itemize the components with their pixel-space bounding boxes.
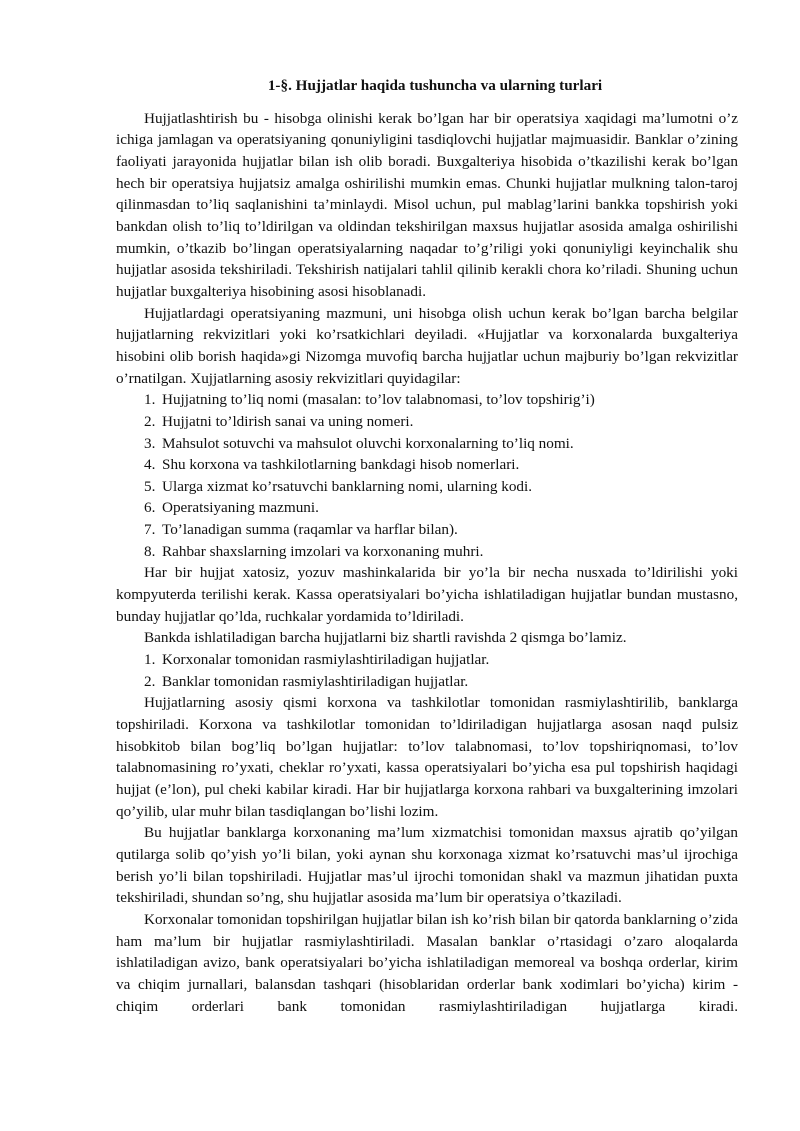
list-item-number: 8.	[144, 542, 156, 560]
list-item-number: 1.	[144, 651, 156, 669]
list-item-text: Shu korxona va tashkilotlarning bankdagi hisob nomerlari.	[162, 456, 520, 474]
list-item	[144, 433, 738, 455]
list-item-number: 5.	[144, 477, 156, 495]
list-item-number: 3.	[144, 434, 156, 452]
list-item-number: 2.	[144, 412, 156, 430]
paragraph-document-submission: Bu hujjatlar banklarga korxonaning ma’lum xizmatchisi tomonidan maxsus ajratib qo’yilgan qutilarga solib qo’yish yo’li bilan, yoki aynan shu korxonaga xizmat ko’rsatuvchi mas’ul ijrochiga berish yo’li bilan topshiriladi. Hujjatlar mas’ul ijrochi tomonidan shakl va mazmun jihatidan puxta tekshiriladi, shundan so’ng, shu hujjatlar asosida ma’lum bir operatsiya o’tkaziladi.	[116, 824, 738, 907]
list-item-number: 1.	[144, 391, 156, 409]
paragraph-document-parts-intro: Bankda ishlatiladigan barcha hujjatlarni biz shartli ravishda 2 qismga bo’lamiz.	[144, 629, 627, 647]
list-item-number: 7.	[144, 521, 156, 539]
list-item-text: Hujjatning to’liq nomi (masalan: to’lov talabnomasi, to’lov topshirig’i)	[162, 391, 595, 409]
list-item-text: Rahbar shaxslarning imzolari va korxonaning muhri.	[162, 542, 484, 560]
paragraph-documentation-definition: Hujjatlashtirish bu - hisobga olinishi kerak bo’lgan har bir operatsiya xaqidagi ma’lumotni o’z ichiga jamlagan va operatsiyaning qonuniyligini tasdiqlovchi hujjatlar majmuasidir. Banklar o’zining faoliyati jarayonida hujjatlar bilan ish olib boradi. Buxgalteriya hisobida o’tkazilishi kerak bo’lgan hech bir operatsiya hujjatsiz amalga oshirilishi mumkin emas. Chunki hujjatlar mulkning talon-taroj qilinmasdan to’liq saqlanishini ta’minlaydi. Misol uchun, pul mablag’larini bankka topshirish yoki bankdan olish to’liq to’ldirilgan va oldindan tekshirilgan maxsus hujjatlar asosida amalga oshirilishi mumkin, o’tkazib bo’lingan operatsiyalarning naqadar to’g’riligi yoki qonuniyligi keyinchalik shu hujjatlar asosida tekshiriladi. Tekshirish natijalari tahlil qilinib kerakli chora ko’riladi. Shuning uchun hujjatlar buxgalteriya hisobining asosi hisoblanadi.	[116, 109, 738, 300]
list-item	[144, 476, 738, 498]
list-item	[144, 541, 738, 563]
list-item	[144, 411, 738, 433]
requisites-list	[116, 389, 738, 562]
list-item-text: Hujjatni to’ldirish sanai va uning nomeri.	[162, 412, 414, 430]
list-item	[144, 519, 738, 541]
list-item-text: Mahsulot sotuvchi va mahsulot oluvchi korxonalarning to’liq nomi.	[162, 434, 574, 452]
list-item-text: Korxonalar tomonidan rasmiylashtiriladigan hujjatlar.	[162, 651, 490, 669]
section-title: 1-§. Hujjatlar haqida tushuncha va ularning turlari	[267, 77, 603, 94]
paragraph-requisites-intro: Hujjatlardagi operatsiyaning mazmuni, uni hisobga olish uchun kerak bo’lgan barcha belgilar hujjatlarning rekvizitlari yoki ko’rsatkichlari deyiladi. «Hujjatlar va korxonalarda buxgalteriya hisobini olib borish haqida»gi Nizomga muvofiq barcha hujjatlar uchun majburiy bo’lgan rekvizitlar o’rnatilgan. Xujjatlarning asosiy rekvizitlari quyidagilar:	[116, 304, 738, 387]
list-item-number: 6.	[144, 499, 156, 517]
list-item-text: Banklar tomonidan rasmiylashtiriladigan hujjatlar.	[162, 672, 469, 690]
list-item-text: Operatsiyaning mazmuni.	[162, 499, 319, 517]
document-parts-list	[116, 649, 738, 692]
list-item	[144, 389, 738, 411]
list-item-text: To’lanadigan summa (raqamlar va harflar bilan).	[162, 521, 458, 539]
list-item	[144, 649, 738, 671]
list-item-text: Ularga xizmat ko’rsatuvchi banklarning nomi, ularning kodi.	[162, 477, 533, 495]
list-item	[144, 671, 738, 693]
paragraph-enterprise-documents: Hujjatlarning asosiy qismi korxona va tashkilotlar tomonidan rasmiylashtirilib, banklarga topshiriladi. Korxona va tashkilotlar tomonidan to’ldiriladigan hujjatlarga asosan naqd pulsiz hisobkitob bilan bog’liq bo’lgan hujjatlar: to’lov talabnomasi, to’lov topshiriqnomasi, to’lov talabnomasining ro’yxati, cheklar ro’yxati, kassa operatsiyalari bo’yicha esa pul topshirish haqidagi hujjat (e’lon), pul cheki kabilar kiradi. Har bir hujjatlarga korxona rahbari va buxgalterining imzolari qo’yilib, ular muhr bilan tasdiqlangan bo’lishi lozim.	[116, 694, 738, 820]
list-item	[144, 454, 738, 476]
list-item-number: 2.	[144, 672, 156, 690]
list-item-number: 4.	[144, 456, 156, 474]
paragraph-bank-documents: Korxonalar tomonidan topshirilgan hujjatlar bilan ish ko’rish bilan bir qatorda banklarning o’zida ham ma’lum bir hujjatlar rasmiylashtiriladi. Masalan banklar o’rtasidagi o’zaro aloqalarda ishlatiladigan avizo, bank operatsiyalari bo’yicha ishlatiladigan memoreal va boshqa orderlar, kirim va chiqim jurnallari, balansdan tashqari (hisoblaridan orderlar bank xodimlari bo’yicha) kirim - chiqim orderlari bank tomonidan rasmiylashtiriladigan hujjatlarga kiradi.	[116, 910, 738, 1015]
list-item	[144, 497, 738, 519]
paragraph-document-filling: Har bir hujjat xatosiz, yozuv mashinkalarida bir yo’la bir necha nusxada to’ldirilishi yoki kompyuterda terilishi kerak. Kassa operatsiyalari bo’yicha ishlatiladigan hujjatlar bundan mustasno, bunday hujjatlar qo’lda, ruchkalar yordamida to’ldiriladi.	[116, 564, 738, 625]
document-body	[116, 75, 738, 1017]
